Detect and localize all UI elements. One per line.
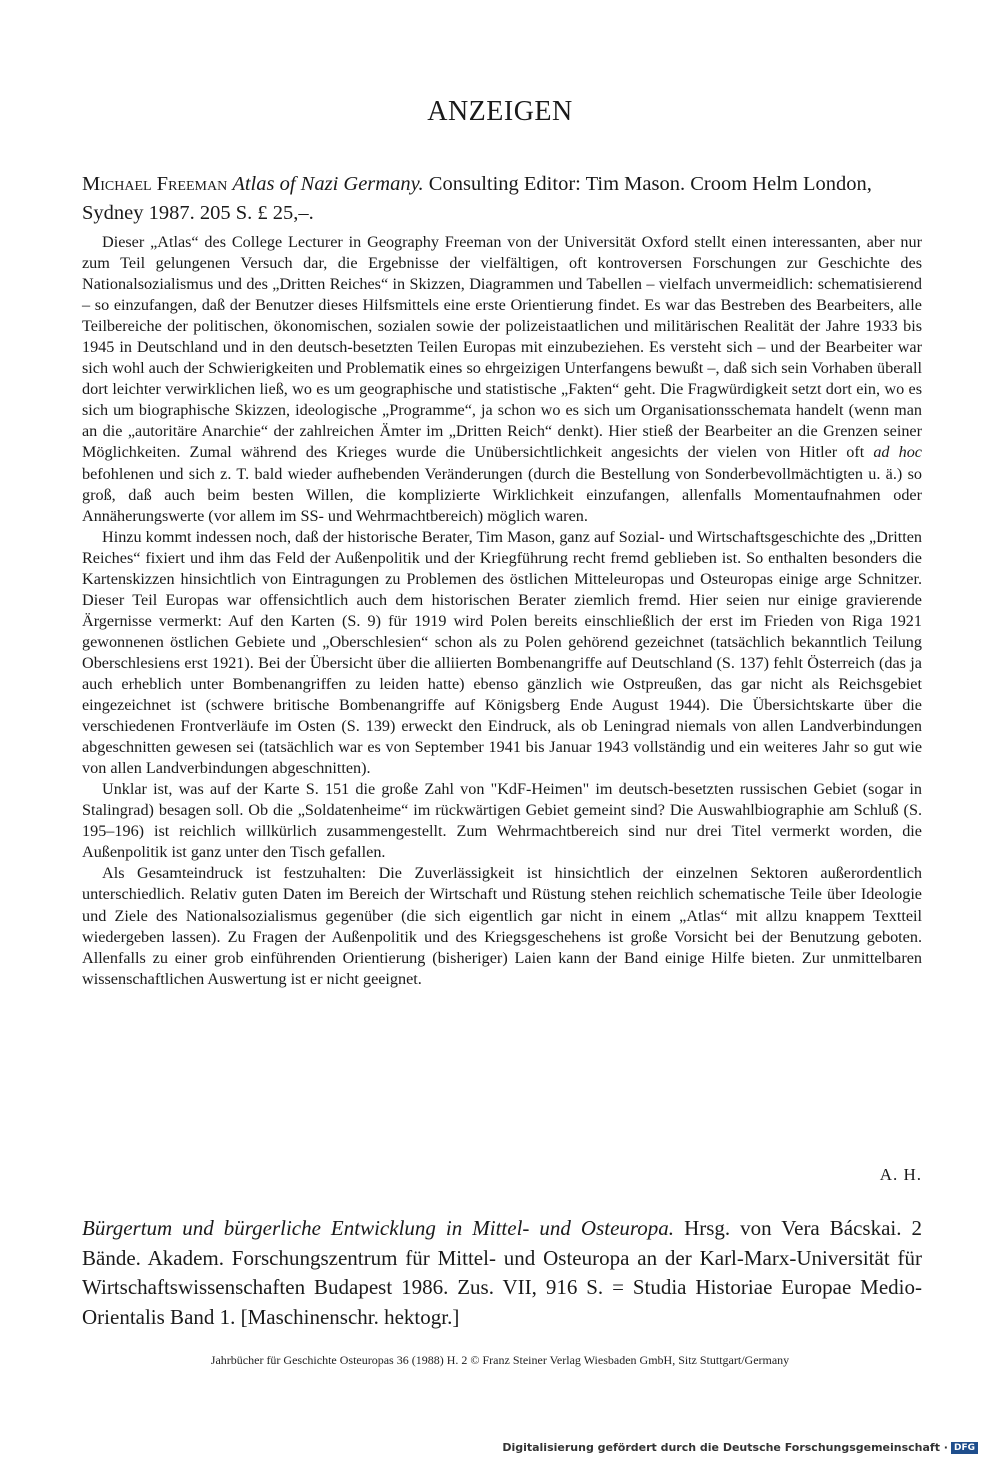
review-paragraph: Hinzu kommt indessen noch, daß der historische Berater, Tim Mason, ganz auf Sozial- und Wirtschaftsgeschichte des „Dritten Reiches“ fixiert und ihm das Feld der Außenpolitik und der Kriegführung recht fremd geblieben ist. So enthalten besonders die Kartenskizzen hinsichtlich von Eintragungen zu Problemen des östlichen Mitteleuropas und Osteuropas einige arge Schnitzer. Dieser Teil Europas war offensichtlich auch dem historischen Berater ziemlich fremd. Hier seien nur einige gravierende Ärgernisse vermerkt: Auf den Karten (S. 9) für 1919 wird Polen bereits einschließlich der erst im Frieden von Riga 1921 gewonnenen östlichen Gebiete und „Oberschlesien“ schon als zu Polen gehörend gezeichnet (tatsächlich bekanntlich Teilung Oberschlesiens erst 1921). Bei der Übersicht über die alliierten Bombenangriffe auf Deutschland (S. 137) fehlt Österreich (das ja auch erheblich unter Bombenangriffen zu leiden hatte) ebenso gänzlich wie Ostpreußen, das gar nicht als Reichsgebiet eingezeichnet ist (schwere britische Bombenangriffe auf Königsberg Ende August 1944). Die Übersichtskarte über die verschiedenen Frontverläufe im Osten (S. 139) erweckt den Eindruck, als ob Leningrad niemals von allen Landverbindungen abgeschnitten gewesen sei (tatsächlich war es von September 1941 bis Januar 1943 vollständig und ein weiteres Jahr so gut wie von allen Landverbindungen abgeschnitten).: [82, 527, 922, 778]
page-heading: ANZEIGEN: [427, 96, 573, 127]
dfg-credit: [502, 1441, 978, 1454]
journal-footer: Jahrbücher für Geschichte Osteuropas 36 (1988) H. 2 © Franz Steiner Verlag Wiesbaden GmbH, Sitz Stuttgart/Germany: [210, 1353, 790, 1367]
reviewer-signature: A. H.: [879, 1165, 922, 1184]
paragraph-text: Dieser „Atlas“ des College Lecturer in Geography Freeman von der Universität Oxford stellt einen interessanten, aber nur zum Teil gelungenen Versuch dar, die Ergebnisse der vielfältigen, oft kontroversen Forschungen zur Geschichte des Nationalsozialismus und des „Dritten Reiches“ in Skizzen, Diagrammen und Tabellen – vielfach unvermeidlich: schematisierend – so einzufangen, daß der Benutzer dieses Hilfsmittels eine erste Orientierung findet. Es war das Bestreben des Bearbeiters, alle Teilbereiche der politischen, ökonomischen, sozialen sowie der polizeistaatlichen und militärischen Realität der Jahre 1933 bis 1945 in Deutschland und in den deutsch-besetzten Teilen Europas mit einzubeziehen. Es versteht sich – und der Bearbeiter war sich wohl auch der Schwierigkeiten und Problematik eines so ehrgeizigen Unterfangens bewußt –, daß sich sein Vorhaben überall dort leichter verwirklichen ließ, wo es um geographische und statistische „Fakten“ geht. Die Fragwürdigkeit setzt dort ein, wo es sich um biographische Skizzen, ideologische „Programme“, ja schon wo es sich um Organisationsschemata handelt (wenn man an die „autoritäre Anarchie“ der zahlreichen Ämter im „Dritten Reich“ denkt). Hier stieß der Bearbeiter an die Grenzen seiner Möglichkeiten. Zumal während des Krieges wurde die Unübersichtlichkeit angesichts der vielen von Hitler oft: [82, 233, 922, 462]
review-paragraph: Unklar ist, was auf der Karte S. 151 die große Zahl von "KdF-Heimen" im deutsch-besetzten russischen Gebiet (sogar in Stalingrad) besagen soll. Ob die „Soldatenheime“ im rückwärtigen Gebiet gemeint sind? Die Auswahlbiographie am Schluß (S. 195–196) ist reichlich willkürlich zusammengestellt. Zum Wehrmachtbereich sind nur drei Titel vermerkt worden, die Außenpolitik ist ganz unter den Tisch gefallen.: [82, 780, 922, 862]
paragraph-text-continued: befohlenen und sich z. T. bald wieder aufhebenden Veränderungen (durch die Bestellung von Sonderbevollmächtigten u. ä.) so groß, daß auch beim besten Willen, die komplizierte Wirklichkeit einzufangen, allenfalls Momentaufnahmen oder Annäherungswerte (vor allem im SS- und Wehrmachtbereich) möglich waren.: [82, 464, 922, 525]
review-author: Michael Freeman: [82, 173, 228, 195]
paragraph-italic: ad hoc: [873, 443, 922, 462]
review-citation: [82, 170, 922, 228]
review-paragraph: Als Gesamteindruck ist festzuhalten: Die Zuverlässigkeit ist hinsichtlich der einzelnen Sektoren außerordentlich unterschiedlich. Relativ guten Daten im Bereich der Wirtschaft und Rüstung stehen reichlich schematische Teile über Ideologie und Ziele des Nationalsozialismus gegenüber (die sich eigentlich gar nicht in einem „Atlas“ mit allzu knappem Textteil wiedergeben lassen). Zu Fragen der Außenpolitik und des Kriegsgeschehens ist große Vorsicht bei der Benutzung geboten. Allenfalls zu einer grob einführenden Orientierung (bisheriger) Laien kann der Band einige Hilfe bieten. Zur unmittelbaren wissenschaftlichen Auswertung ist er nicht geeignet.: [82, 864, 922, 988]
review-book-title: Atlas of Nazi Germany.: [232, 173, 424, 195]
review-body: [82, 232, 922, 990]
dfg-credit-text: Digitalisierung gefördert durch die Deutsche Forschungsgemeinschaft ·: [502, 1441, 948, 1454]
dfg-logo: DFG: [951, 1442, 978, 1454]
second-citation: [82, 1214, 922, 1332]
second-book-title: Bürgertum und bürgerliche Entwicklung in Mittel- und Osteuropa.: [82, 1216, 675, 1240]
review-book-details: Consulting Editor: Tim Mason. Croom Helm London, Sydney 1987. 205 S. £ 25,–.: [82, 173, 872, 224]
review-paragraph: [82, 232, 922, 527]
second-book-details: Hrsg. von Vera Bácskai. 2 Bände. Akadem. Forschungszentrum für Mittel- und Osteuropa an der Karl-Marx-Universität für Wirtschaftswissenschaften Budapest 1986. Zus. VII, 916 S. = Studia Historiae Europae Medio-Orientalis Band 1. [Maschinenschr. hektogr.]: [82, 1216, 922, 1329]
